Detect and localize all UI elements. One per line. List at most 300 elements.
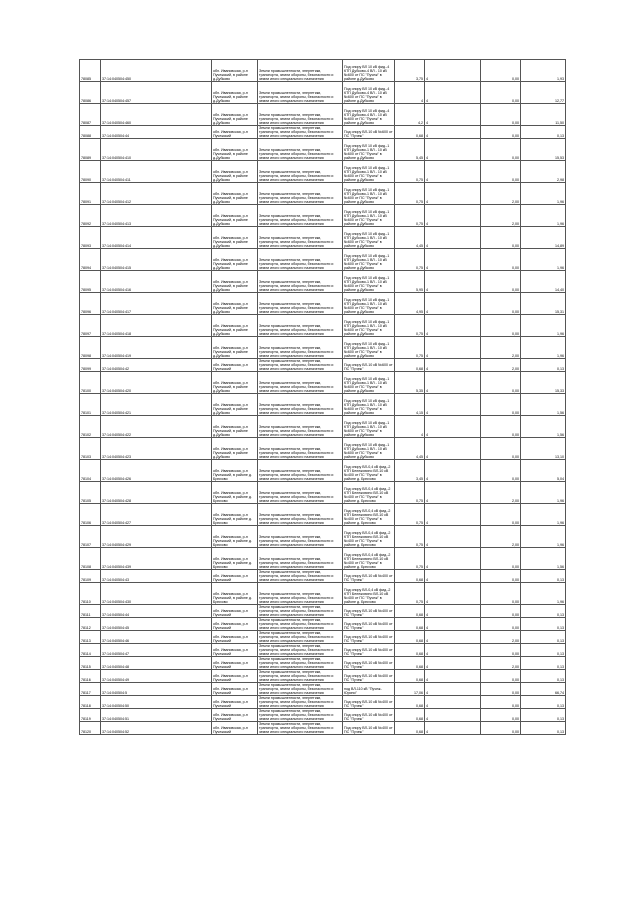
address-cell: обл. Ивановская, р-н Пучежский, в районе д. Брюхово [212,526,258,548]
row-id-cell: 78091 [80,183,101,205]
row-id-cell: 78111 [80,605,101,618]
table-row [80,570,566,583]
table-row [80,139,566,161]
row-id-cell: 78106 [80,504,101,526]
row-id-cell: 78116 [80,670,101,683]
purpose-cell: Под опору ВЛ-0,4 кВ фид.-2 КТП Бележихино ВЛ-10 кВ №400 от ПС "Пучеж" в районе д. Брюхово [343,482,395,504]
value-a-cell: 0,00 [481,683,521,696]
table-row [80,416,566,438]
value-b-cell: 2,98 [521,161,566,183]
value-a-cell: 0,00 [481,104,521,126]
address-cell: обл. Ивановская, р-н Пучежский, в районе д.Дубково [212,293,258,315]
land-category-cell: Земли промышленности, энергетики, транспорта, земли обороны, безопасности и земли иного специального назначения [258,394,343,416]
purpose-cell: Под опору ВЛ-10 кВ №400 от ПС "Пучеж" [343,670,395,683]
cadastral-number-cell: 37:14:040504:51 [101,709,212,722]
row-id-cell: 78092 [80,205,101,227]
value-b-cell: 1,96 [521,249,566,271]
land-category-cell: Земли промышленности, энергетики, транспорта, земли обороны, безопасности и земли иного специального назначения [258,249,343,271]
value-a-cell: 0,00 [481,161,521,183]
row-id-cell: 78095 [80,271,101,293]
value-b-cell: 0,13 [521,570,566,583]
land-category-cell: Земли промышленности, энергетики, транспорта, земли обороны, безопасности и земли иного специального назначения [258,438,343,460]
row-id-cell: 78089 [80,139,101,161]
cadastral-number-cell: 37:14:040504:46 [101,631,212,644]
address-cell: обл. Ивановская, р-н Пучежский [212,657,258,670]
row-id-cell: 78104 [80,460,101,482]
cadastral-number-cell: 37:14:040504:412 [101,183,212,205]
area-cell: 0,68 [395,644,425,657]
cadastral-number-cell: 37:14:040504:422 [101,416,212,438]
row-id-cell: 78105 [80,482,101,504]
purpose-cell: Под опору ВЛ 10 кВ фид.-1 КТП Дубково-1 ВЛ - 10 кВ №600 от ПС "Пучеж" в районе д.Дубково [343,416,395,438]
area-cell: 4,2 [395,104,425,126]
table-row [80,709,566,722]
code-cell: 4 [425,644,481,657]
area-cell: 0,75 [395,482,425,504]
code-cell: 4 [425,504,481,526]
value-a-cell: 0,00 [481,696,521,709]
purpose-cell: Под опору ВЛ-0,4 кВ фид.-2 КТП Бележихино ВЛ-10 кВ №400 от ПС "Пучеж" в районе д. Брюхово [343,583,395,605]
purpose-cell: Под опору ВЛ 10 кВ фид.-1 КТП Дубково-1 ВЛ - 10 кВ №600 от ПС "Пучеж" в районе д.Дубково [343,293,395,315]
land-category-cell: Земли промышленности, энергетики, транспорта, земли обороны, безопасности и земли иного специального назначения [258,205,343,227]
address-cell: обл. Ивановская, р-н Пучежский, в районе д.Дубково [212,315,258,337]
code-cell: 4 [425,337,481,359]
purpose-cell: Под опору ВЛ 10 кВ фид.-1 КТП Дубково-1 ВЛ - 10 кВ №600 от ПС "Пучеж" в районе д.Дубково [343,205,395,227]
code-cell: 4 [425,359,481,372]
value-a-cell: 0,00 [481,416,521,438]
area-cell: 4,15 [395,394,425,416]
row-id-cell: 78107 [80,526,101,548]
code-cell: 4 [425,126,481,139]
area-cell: 0,68 [395,722,425,735]
land-category-cell: Земли промышленности, энергетики, транспорта, земли обороны, безопасности и земли иного специального назначения [258,670,343,683]
value-a-cell: 0,00 [481,438,521,460]
purpose-cell: Под опору ВЛ 10 кВ фид.-1 КТП Дубково-1 ВЛ - 10 кВ №600 от ПС "Пучеж" в районе д.Дубково [343,438,395,460]
table-row [80,394,566,416]
cadastral-number-cell: 37:14:040504:426 [101,460,212,482]
address-cell: обл. Ивановская, р-н Пучежский, в районе д.Дубково [212,337,258,359]
value-b-cell: 1,96 [521,504,566,526]
purpose-cell: Под опору ВЛ 10 кВ фид.-1 КТП Дубково-1 ВЛ - 10 кВ №600 от ПС "Пучеж" в районе д.Дубково [343,271,395,293]
area-cell: 4,45 [395,227,425,249]
purpose-cell: Под опору ВЛ 10 кВ фид.-1 КТП Дубково-1 ВЛ - 10 кВ №600 от ПС "Пучеж" в районе д.Дубково [343,183,395,205]
address-cell: обл. Ивановская, р-н Пучежский, в районе д.Дубково [212,139,258,161]
purpose-cell: Под опору ВЛ 10 кВ фид.-4 КТП Дубково-4 ВЛ - 10 кВ №600 от ПС "Пучеж" в районе д.Дубково [343,104,395,126]
row-id-cell: 78109 [80,570,101,583]
cadastral-number-cell: 37:14:040504:428 [101,482,212,504]
area-cell: 0,75 [395,526,425,548]
address-cell: обл. Ивановская, р-н Пучежский [212,696,258,709]
value-a-cell: 0,00 [481,249,521,271]
table-row [80,315,566,337]
land-category-cell: Земли промышленности, энергетики, транспорта, земли обороны, безопасности и земли иного специального назначения [258,696,343,709]
address-cell: обл. Ивановская, р-н Пучежский, в районе д. Брюхово [212,482,258,504]
area-cell: 3,45 [395,460,425,482]
cadastral-number-cell: 37:14:040504:48 [101,657,212,670]
code-cell: 4 [425,526,481,548]
land-category-cell: Земли промышленности, энергетики, транспорта, земли обороны, безопасности и земли иного специального назначения [258,644,343,657]
value-b-cell: 1,96 [521,482,566,504]
area-cell: 0,75 [395,548,425,570]
code-cell: 4 [425,583,481,605]
table-row [80,293,566,315]
value-b-cell: 1,96 [521,315,566,337]
value-b-cell: 1,96 [521,583,566,605]
area-cell: 0,75 [395,249,425,271]
value-b-cell: 13,10 [521,438,566,460]
purpose-cell: Под опору ВЛ-10 кВ №600 от ПС "Пучеж" [343,359,395,372]
code-cell: 4 [425,657,481,670]
area-cell: 5,95 [395,271,425,293]
code-cell: 4 [425,82,481,104]
area-cell: 4 [395,82,425,104]
address-cell: обл. Ивановская, р-н Пучежский, в районе д. Брюхово [212,460,258,482]
area-cell: 0,68 [395,696,425,709]
area-cell: 0,68 [395,670,425,683]
value-b-cell: 0,13 [521,709,566,722]
row-id-cell: 78103 [80,438,101,460]
value-b-cell: 0,13 [521,722,566,735]
code-cell: 4 [425,104,481,126]
code-cell: 4 [425,394,481,416]
address-cell: обл. Ивановская, р-н Пучежский [212,683,258,696]
purpose-cell: Под опору ВЛ 10 кВ фид.-1 КТП Дубково-1 ВЛ - 10 кВ №600 от ПС "Пучеж" в районе д.Дубково [343,394,395,416]
value-b-cell: 1,96 [521,183,566,205]
cadastral-number-cell: 37:14:040504:460 [101,104,212,126]
table-row [80,438,566,460]
value-a-cell: 0,00 [481,709,521,722]
row-id-cell: 78102 [80,416,101,438]
table-row [80,644,566,657]
area-cell: 0,75 [395,504,425,526]
row-id-cell: 78085 [80,60,101,82]
table-row [80,460,566,482]
table-row [80,82,566,104]
cadastral-number-cell: 37:14:040504:5 [101,683,212,696]
address-cell: обл. Ивановская, р-н Пучежский, в районе д.Дубково [212,82,258,104]
code-cell: 4 [425,293,481,315]
value-b-cell: 15,33 [521,372,566,394]
purpose-cell: Под опору ВЛ-10 кВ №600 от ПС "Пучеж" [343,126,395,139]
address-cell: обл. Ивановская, р-н Пучежский, в районе д.Дубково [212,227,258,249]
area-cell: 4,95 [395,293,425,315]
land-category-cell: Земли промышленности, энергетики, транспорта, земли обороны, безопасности и земли иного специального назначения [258,683,343,696]
land-category-cell: Земли промышленности, энергетики, транспорта, земли обороны, безопасности и земли иного специального назначения [258,482,343,504]
cadastral-number-cell: 37:14:040504:429 [101,526,212,548]
value-b-cell: 1,93 [521,60,566,82]
value-b-cell: 0,13 [521,126,566,139]
purpose-cell: Под опору ВЛ-10 кВ №400 от ПС "Пучеж" [343,644,395,657]
cadastral-number-cell: 37:14:040504:450 [101,60,212,82]
purpose-cell: Под опору ВЛ 10 кВ фид.-1 КТП Дубково-1 ВЛ - 10 кВ №600 от ПС "Пучеж" в районе д.Дубково [343,372,395,394]
cadastral-number-cell: 37:14:040504:421 [101,394,212,416]
code-cell: 4 [425,570,481,583]
value-b-cell: 12,77 [521,82,566,104]
land-category-cell: Земли промышленности, энергетики, транспорта, земли обороны, безопасности и земли иного специального назначения [258,605,343,618]
table-row [80,227,566,249]
table-row [80,722,566,735]
value-a-cell: 0,00 [481,570,521,583]
table-row [80,618,566,631]
value-a-cell: 2,00 [481,526,521,548]
purpose-cell: Под опору ВЛ-10 кВ №400 от ПС "Пучеж" [343,605,395,618]
land-category-cell: Земли промышленности, энергетики, транспорта, земли обороны, безопасности и земли иного специального назначения [258,709,343,722]
area-cell: 0,68 [395,618,425,631]
cadastral-number-cell: 37:14:040504:415 [101,249,212,271]
row-id-cell: 78108 [80,548,101,570]
purpose-cell: Под опору ВЛ 10 кВ фид.-1 КТП Дубково-1 ВЛ - 10 кВ №600 от ПС "Пучеж" в районе д.Дубково [343,227,395,249]
table-row [80,60,566,82]
area-cell: 0,68 [395,570,425,583]
purpose-cell: Под опору ВЛ-10 кВ №400 от ПС "Пучеж" [343,631,395,644]
cadastral-number-cell: 37:14:040504:43 [101,570,212,583]
address-cell: обл. Ивановская, р-н Пучежский, в районе д.Дубково [212,394,258,416]
row-id-cell: 78117 [80,683,101,696]
address-cell: обл. Ивановская, р-н Пучежский [212,670,258,683]
address-cell: обл. Ивановская, р-н Пучежский, в районе д. Брюхово [212,548,258,570]
purpose-cell: Под опору ВЛ 10 кВ фид.-1 КТП Дубково-1 ВЛ - 10 кВ №600 от ПС "Пучеж" в районе д.Дубково [343,249,395,271]
table-row [80,657,566,670]
value-b-cell: 0,13 [521,657,566,670]
land-parcel-table-page [79,59,565,735]
value-a-cell: 0,00 [481,722,521,735]
cadastral-number-cell: 37:14:040504:411 [101,161,212,183]
cadastral-number-cell: 37:14:040504:427 [101,504,212,526]
area-cell: 17,06 [395,683,425,696]
purpose-cell: Под опору ВЛ 10 кВ фид.-1 КТП Дубково-1 ВЛ - 10 кВ №600 от ПС "Пучеж" в районе д.Дубково [343,315,395,337]
row-id-cell: 78114 [80,644,101,657]
cadastral-number-cell: 37:14:040504:410 [101,139,212,161]
table-row [80,696,566,709]
code-cell: 4 [425,271,481,293]
address-cell: обл. Ивановская, р-н Пучежский [212,359,258,372]
code-cell: 4 [425,722,481,735]
land-category-cell: Земли промышленности, энергетики, транспорта, земли обороны, безопасности и земли иного специального назначения [258,139,343,161]
cadastral-number-cell: 37:14:040504:42 [101,359,212,372]
row-id-cell: 78096 [80,293,101,315]
code-cell: 4 [425,205,481,227]
value-a-cell: 0,00 [481,504,521,526]
table-row [80,548,566,570]
cadastral-number-cell: 37:14:040504:414 [101,227,212,249]
value-b-cell: 0,13 [521,670,566,683]
area-cell: 0,68 [395,359,425,372]
purpose-cell: Под опору ВЛ-0,4 кВ фид.-2 КТП Бележихино ВЛ-10 кВ №400 от ПС "Пучеж" в районе д. Брюхово [343,460,395,482]
code-cell: 4 [425,372,481,394]
table-row [80,104,566,126]
address-cell: обл. Ивановская, р-н Пучежский, в районе д.Дубково [212,438,258,460]
land-category-cell: Земли промышленности, энергетики, транспорта, земли обороны, безопасности и земли иного специального назначения [258,82,343,104]
row-id-cell: 78088 [80,126,101,139]
value-b-cell: 0,13 [521,644,566,657]
table-row [80,161,566,183]
row-id-cell: 78101 [80,394,101,416]
table-row [80,631,566,644]
row-id-cell: 78090 [80,161,101,183]
cadastral-number-cell: 37:14:040504:45 [101,618,212,631]
purpose-cell: Под опору ВЛ 10 кВ фид.-1 КТП Дубково-1 ВЛ - 10 кВ №600 от ПС "Пучеж" в районе д.Дубково [343,161,395,183]
area-cell: 5,35 [395,372,425,394]
cadastral-number-cell: 37:14:040504:50 [101,696,212,709]
address-cell: обл. Ивановская, р-н Пучежский [212,618,258,631]
code-cell: 4 [425,315,481,337]
address-cell: обл. Ивановская, р-н Пучежский [212,605,258,618]
cadastral-number-cell: 37:14:040504:457 [101,82,212,104]
table-row [80,183,566,205]
area-cell: 0,68 [395,605,425,618]
purpose-cell: под ВЛ-110 кВ "Пучеж-Юрино" [343,683,395,696]
table-row [80,605,566,618]
purpose-cell: Под опору ВЛ 10 кВ фид.-4 КТП Дубково-4 ВЛ - 10 кВ №600 от ПС "Пучеж" в районе д.Дубково [343,60,395,82]
value-a-cell: 2,00 [481,205,521,227]
row-id-cell: 78100 [80,372,101,394]
purpose-cell: Под опору ВЛ-0,4 кВ фид.-2 КТП Бележихино ВЛ-10 кВ №400 от ПС "Пучеж" в районе д. Брюхово [343,526,395,548]
value-a-cell: 0,00 [481,227,521,249]
row-id-cell: 78115 [80,657,101,670]
row-id-cell: 78119 [80,709,101,722]
land-category-cell: Земли промышленности, энергетики, транспорта, земли обороны, безопасности и земли иного специального назначения [258,618,343,631]
code-cell: 4 [425,249,481,271]
land-category-cell: Земли промышленности, энергетики, транспорта, земли обороны, безопасности и земли иного специального назначения [258,504,343,526]
land-category-cell: Земли промышленности, энергетики, транспорта, земли обороны, безопасности и земли иного специального назначения [258,359,343,372]
area-cell: 0,75 [395,337,425,359]
purpose-cell: Под опору ВЛ-10 кВ №400 от ПС "Пучеж" [343,657,395,670]
land-category-cell: Земли промышленности, энергетики, транспорта, земли обороны, безопасности и земли иного специального назначения [258,722,343,735]
address-cell: обл. Ивановская, р-н Пучежский, в районе д.Дубково [212,249,258,271]
area-cell: 3,75 [395,60,425,82]
address-cell: обл. Ивановская, р-н Пучежский, в районе д. Брюхово [212,583,258,605]
code-cell: 4 [425,460,481,482]
code-cell: 4 [425,60,481,82]
area-cell: 0,68 [395,631,425,644]
area-cell: 0,75 [395,161,425,183]
purpose-cell: Под опору ВЛ 10 кВ фид.-1 КТП Дубково-1 ВЛ - 10 кВ №600 от ПС "Пучеж" в районе д.Дубково [343,337,395,359]
purpose-cell: Под опору ВЛ-10 кВ №400 от ПС "Пучеж" [343,618,395,631]
cadastral-number-cell: 37:14:040504:418 [101,315,212,337]
value-a-cell: 0,00 [481,583,521,605]
value-b-cell: 15,31 [521,293,566,315]
table-row [80,205,566,227]
value-b-cell: 1,56 [521,416,566,438]
land-category-cell: Земли промышленности, энергетики, транспорта, земли обороны, безопасности и земли иного специального назначения [258,583,343,605]
land-category-cell: Земли промышленности, энергетики, транспорта, земли обороны, безопасности и земли иного специального назначения [258,460,343,482]
table-row [80,482,566,504]
purpose-cell: Под опору ВЛ-10 кВ №400 от ПС "Пучеж" [343,709,395,722]
code-cell: 4 [425,670,481,683]
code-cell: 4 [425,416,481,438]
row-id-cell: 78087 [80,104,101,126]
value-b-cell: 0,13 [521,618,566,631]
address-cell: обл. Ивановская, р-н Пучежский, в районе д.Дубково [212,271,258,293]
value-b-cell: 1,56 [521,394,566,416]
land-category-cell: Земли промышленности, энергетики, транспорта, земли обороны, безопасности и земли иного специального назначения [258,416,343,438]
value-a-cell: 0,00 [481,394,521,416]
cadastral-number-cell: 37:14:040504:430 [101,583,212,605]
value-b-cell: 11,50 [521,104,566,126]
cadastral-number-cell: 37:14:040504:423 [101,438,212,460]
value-a-cell: 0,00 [481,271,521,293]
cadastral-number-cell: 37:14:040504:44 [101,126,212,139]
value-a-cell: 0,00 [481,618,521,631]
cadastral-number-cell: 37:14:040504:419 [101,337,212,359]
cadastral-number-cell: 37:14:040504:44 [101,605,212,618]
value-b-cell: 66,74 [521,683,566,696]
cadastral-number-cell: 37:14:040504:420 [101,372,212,394]
cadastral-number-cell: 37:14:040504:52 [101,722,212,735]
table-body [80,60,566,735]
address-cell: обл. Ивановская, р-н Пучежский, в районе д.Дубково [212,104,258,126]
address-cell: обл. Ивановская, р-н Пучежский [212,709,258,722]
land-category-cell: Земли промышленности, энергетики, транспорта, земли обороны, безопасности и земли иного специального назначения [258,548,343,570]
value-a-cell: 0,00 [481,548,521,570]
land-category-cell: Земли промышленности, энергетики, транспорта, земли обороны, безопасности и земли иного специального назначения [258,293,343,315]
value-a-cell: 2,00 [481,482,521,504]
table-row [80,271,566,293]
purpose-cell: Под опору ВЛ-0,4 кВ фид.-2 КТП Бележихино ВЛ-10 кВ №400 от ПС "Пучеж" в районе д. Брюхово [343,504,395,526]
table-row [80,670,566,683]
code-cell: 4 [425,438,481,460]
address-cell: обл. Ивановская, р-н Пучежский [212,644,258,657]
row-id-cell: 78118 [80,696,101,709]
value-a-cell: 0,00 [481,644,521,657]
table-row [80,583,566,605]
cadastral-number-cell: 37:14:040504:417 [101,293,212,315]
purpose-cell: Под опору ВЛ 10 кВ фид.-1 КТП Дубково-1 ВЛ - 10 кВ №600 от ПС "Пучеж" в районе д.Дубково [343,139,395,161]
code-cell: 4 [425,696,481,709]
table-row [80,504,566,526]
address-cell: обл. Ивановская, р-н Пучежский [212,631,258,644]
land-category-cell: Земли промышленности, энергетики, транспорта, земли обороны, безопасности и земли иного специального назначения [258,271,343,293]
land-category-cell: Земли промышленности, энергетики, транспорта, земли обороны, безопасности и земли иного специального назначения [258,337,343,359]
value-a-cell: 0,00 [481,293,521,315]
row-id-cell: 78086 [80,82,101,104]
code-cell: 4 [425,605,481,618]
code-cell: 4 [425,618,481,631]
land-category-cell: Земли промышленности, энергетики, транспорта, земли обороны, безопасности и земли иного специального назначения [258,372,343,394]
value-b-cell: 0,13 [521,359,566,372]
row-id-cell: 78094 [80,249,101,271]
purpose-cell: Под опору ВЛ 10 кВ фид.-4 КТП Дубково-4 ВЛ - 10 кВ №600 от ПС "Пучеж" в районе д.Дубково [343,82,395,104]
value-a-cell: 0,00 [481,605,521,618]
table-row [80,526,566,548]
cadastral-number-cell: 37:14:040504:439 [101,548,212,570]
row-id-cell: 78097 [80,315,101,337]
address-cell: обл. Ивановская, р-н Пучежский, в районе д.Дубково [212,372,258,394]
value-b-cell: 0,13 [521,605,566,618]
value-b-cell: 0,13 [521,696,566,709]
table-row [80,337,566,359]
area-cell: 0,68 [395,126,425,139]
value-a-cell: 0,00 [481,139,521,161]
land-category-cell: Земли промышленности, энергетики, транспорта, земли обороны, безопасности и земли иного специального назначения [258,631,343,644]
row-id-cell: 78120 [80,722,101,735]
cadastral-number-cell: 37:14:040504:416 [101,271,212,293]
area-cell: 0,75 [395,315,425,337]
row-id-cell: 78099 [80,359,101,372]
address-cell: обл. Ивановская, р-н Пучежский, в районе д.Дубково [212,60,258,82]
cadastral-number-cell: 37:14:040504:47 [101,644,212,657]
value-a-cell: 0,00 [481,460,521,482]
land-category-cell: Земли промышленности, энергетики, транспорта, земли обороны, безопасности и земли иного специального назначения [258,657,343,670]
address-cell: обл. Ивановская, р-н Пучежский [212,722,258,735]
purpose-cell: Под опору ВЛ-10 кВ №400 от ПС "Пучеж" [343,722,395,735]
value-b-cell: 14,89 [521,227,566,249]
code-cell: 4 [425,161,481,183]
area-cell: 4,45 [395,438,425,460]
purpose-cell: Под опору ВЛ-10 кВ №400 от ПС "Пучеж" [343,570,395,583]
cadastral-number-cell: 37:14:040504:413 [101,205,212,227]
land-category-cell: Земли промышленности, энергетики, транспорта, земли обороны, безопасности и земли иного специального назначения [258,570,343,583]
